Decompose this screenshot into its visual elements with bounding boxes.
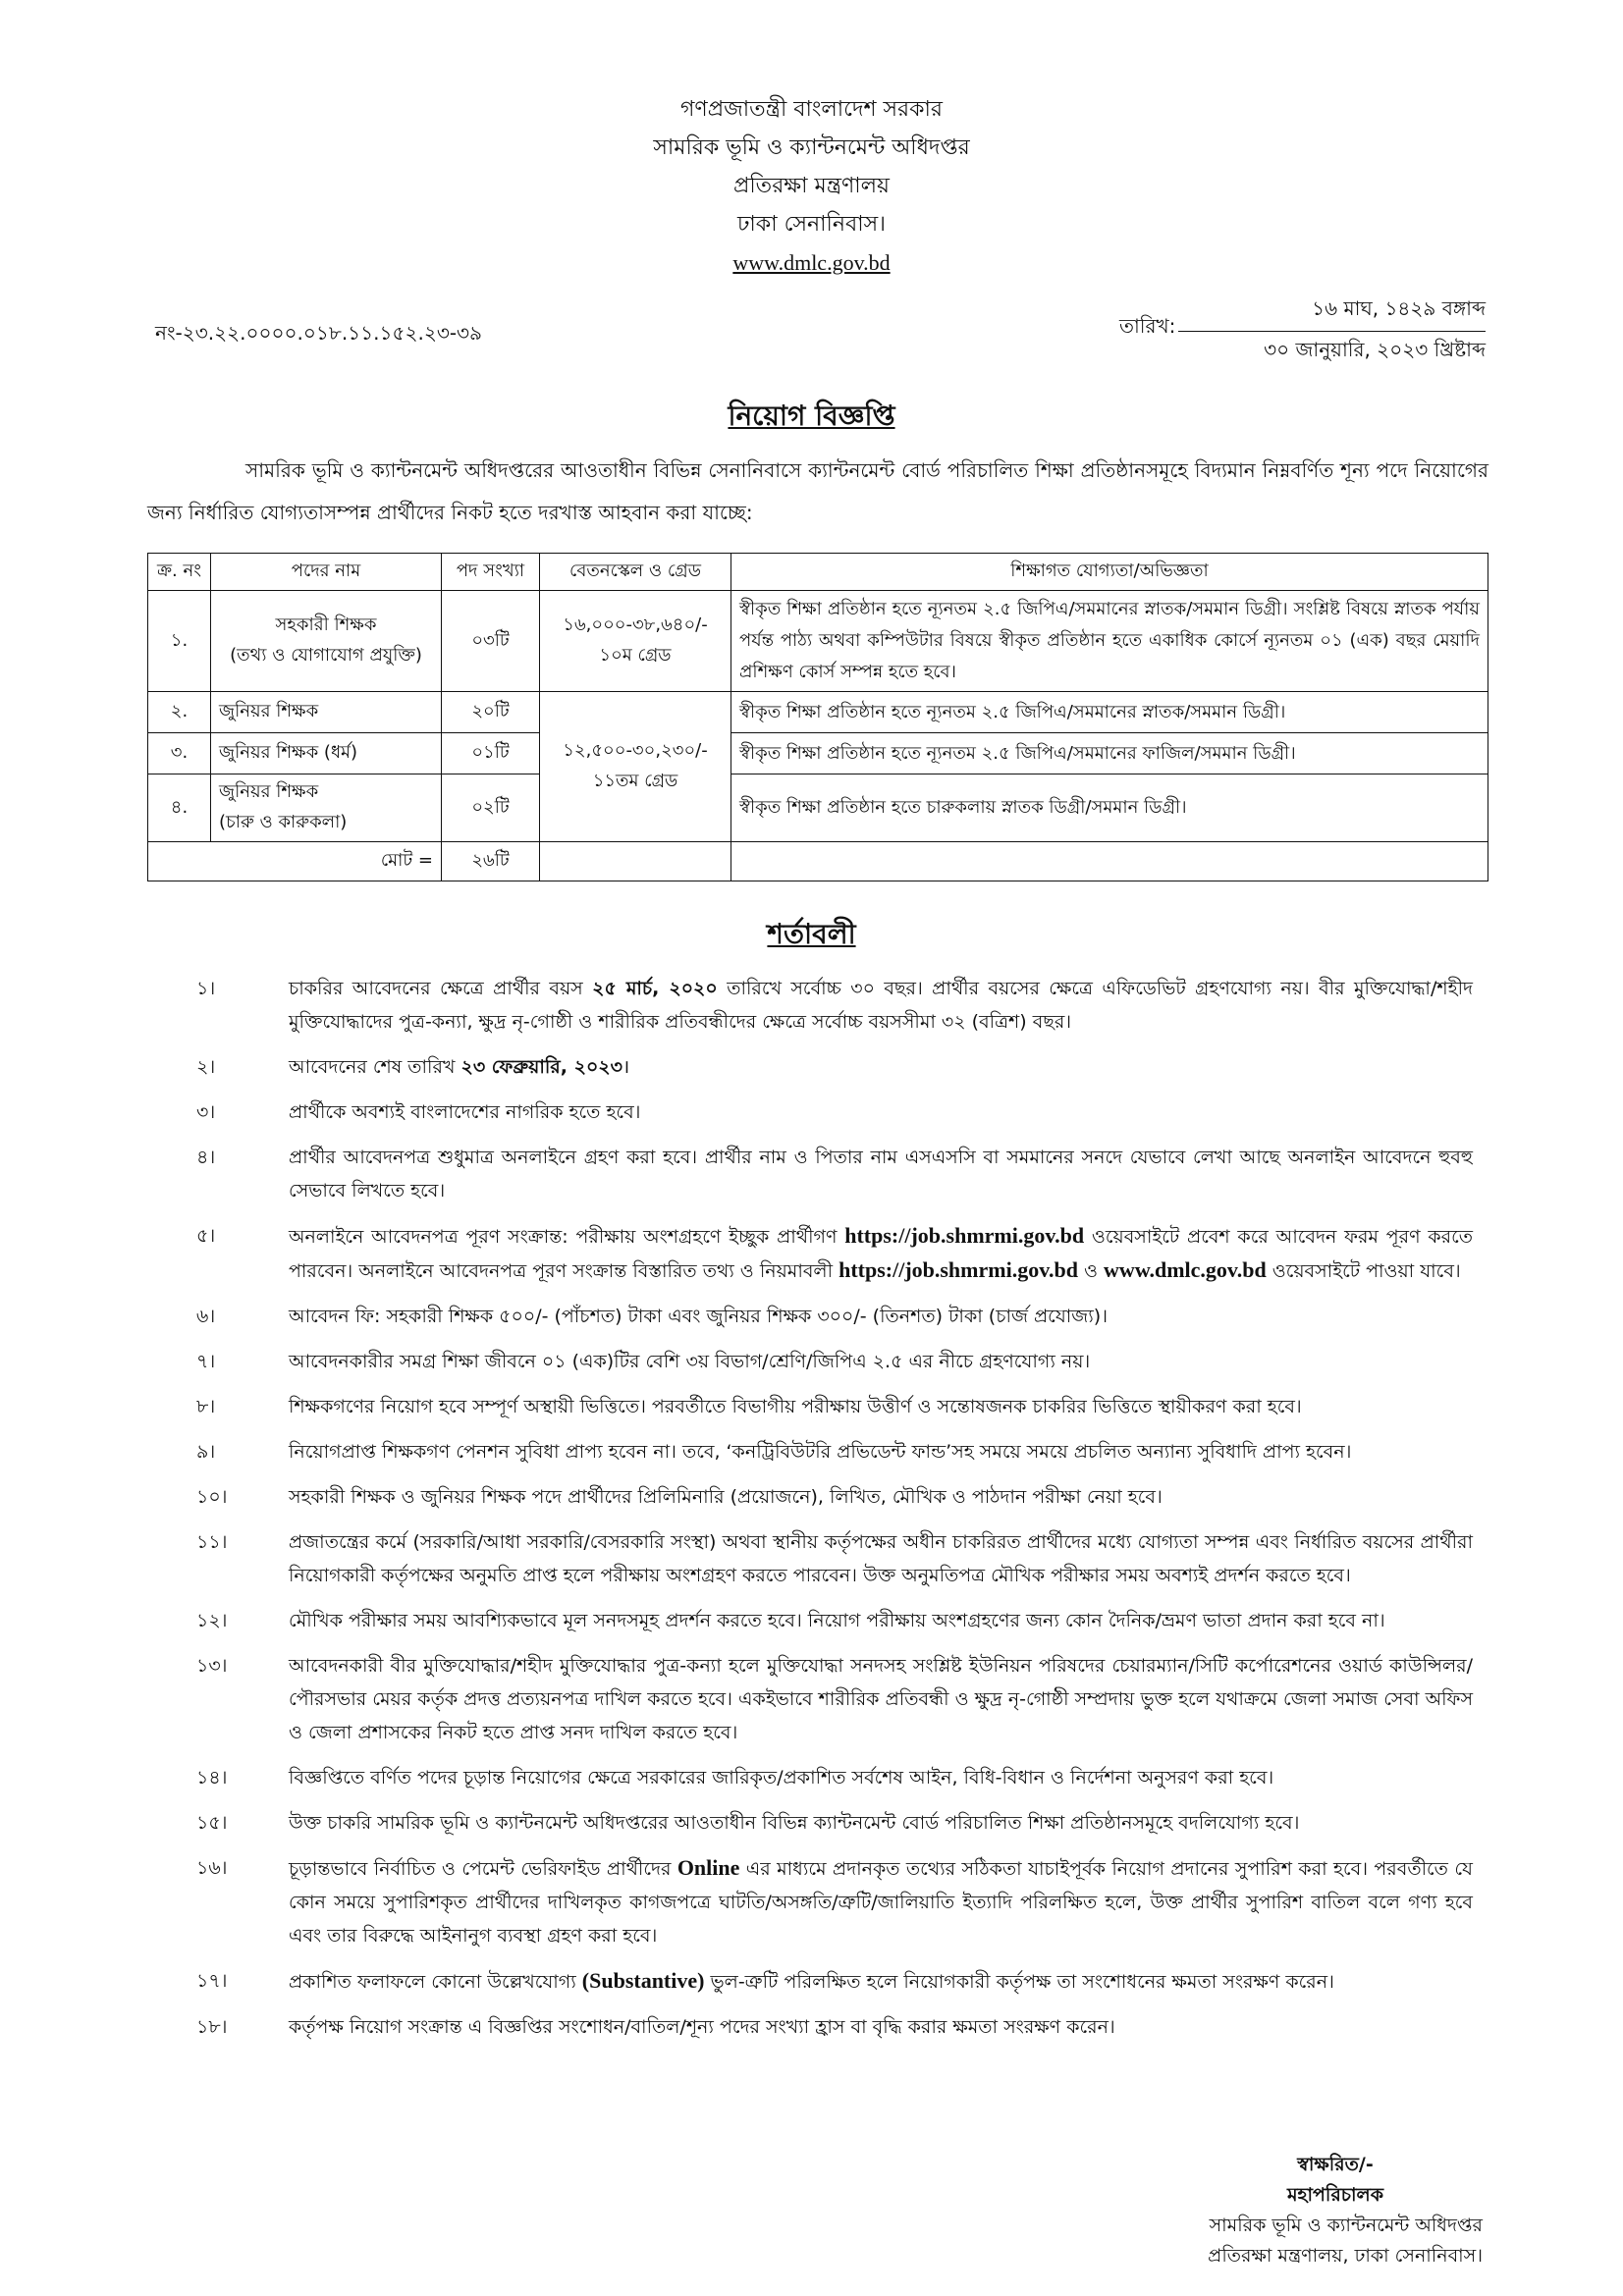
government-name: গণপ্রজাতন্ত্রী বাংলাদেশ সরকার [679, 97, 944, 122]
website-link[interactable]: www.dmlc.gov.bd [732, 250, 891, 275]
ministry-name: প্রতিরক্ষা মন্ত্রণালয় [732, 174, 891, 198]
list-item: ১৪। বিজ্ঞপ্তিতে বর্ণিত পদের চূড়ান্ত নিয়োগের ক্ষেত্রে সরকারের জারিকৃত/প্রকাশিত সর্বশেষ আইন, বিধি-বিধান ও নির্দেশনা অনুসরণ করা হবে। [196, 1767, 1274, 1789]
table-header-row [148, 554, 1488, 591]
qualification-cell: স্বীকৃত শিক্ষা প্রতিষ্ঠান হতে ন্যূনতম ২.৫ জিপিএ/সমমানের স্নাতক/সমমান ডিগ্রী। [731, 692, 1488, 733]
job-portal-link[interactable]: https://job.shmrmi.gov.bd [839, 1257, 1078, 1282]
list-item: ৪। প্রার্থীর আবেদনপত্র শুধুমাত্র অনলাইনে গ্রহণ করা হবে। প্রার্থীর নাম ও পিতার নাম এসএসসি বা সমমানের সনদে যেভাবে লেখা আছে অনলাইন আবেদনে হুবহু সেভাবে লিখতে হবে। [196, 1147, 1473, 1201]
website-link[interactable]: www.dmlc.gov.bd [1104, 1257, 1267, 1282]
department-name: সামরিক ভূমি ও ক্যান্টনমেন্ট অধিদপ্তর [653, 135, 970, 160]
location: ঢাকা সেনানিবাস। [736, 212, 886, 237]
list-item: ১১। প্রজাতন্ত্রের কর্মে (সরকারি/আধা সরকারি/বেসরকারি সংস্থা) অথবা স্থানীয় কর্তৃপক্ষের অধীন চাকরিরত প্রার্থীদের মধ্যে যোগ্যতা সম্পন্ন এবং নির্ধারিত বয়সের প্রার্থীরা নিয়োগকারী কর্তৃপক্ষের অনুমতি প্রাপ্ত হলে পরীক্ষায় অংশগ্রহণ করতে পারবেন। উক্ত অনুমতিপত্র মৌখিক পরীক্ষার সময় অবশ্যই প্রদর্শন করতে হবে। [196, 1531, 1473, 1586]
date-block [1178, 294, 1486, 368]
table-row [148, 591, 1488, 692]
list-item: ১৮। কর্তৃপক্ষ নিয়োগ সংক্রান্ত এ বিজ্ঞপ্তির সংশোধন/বাতিল/শূন্য পদের সংখ্যা হ্রাস বা বৃদ্ধি করার ক্ষমতা সংরক্ষণ করেন। [196, 2016, 1115, 2038]
table-row [148, 774, 1488, 842]
list-item: ২। আবেদনের শেষ তারিখ ২৩ ফেব্রুয়ারি, ২০২৩। [196, 1056, 630, 1078]
count-cell: ২০টি [442, 692, 540, 733]
list-item: ৬। আবেদন ফি: সহকারী শিক্ষক ৫০০/- (পাঁচশত) টাকা এবং জুনিয়র শিক্ষক ৩০০/- (তিনশত) টাকা (চার্জ প্রযোজ্য)। [196, 1306, 1108, 1327]
qualification-cell: স্বীকৃত শিক্ষা প্রতিষ্ঠান হতে ন্যূনতম ২.৫ জিপিএ/সমমানের ফাজিল/সমমান ডিগ্রী। [731, 733, 1488, 774]
qualification-cell: স্বীকৃত শিক্ষা প্রতিষ্ঠান হতে চারুকলায় স্নাতক ডিগ্রী/সমমান ডিগ্রী। [731, 774, 1488, 842]
list-item: ১৬। চূড়ান্তভাবে নির্বাচিত ও পেমেন্ট ভেরিফাইড প্রার্থীদের Online এর মাধ্যমে প্রদানকৃত তথ্যের সঠিকতা যাচাইপূর্বক নিয়োগ প্রদানের সুপারিশ করা হবে। পরবর্তীতে যে কোন সময়ে সুপারিশকৃত প্রার্থীদের দাখিলকৃত কাগজপত্রে ঘাটতি/অসঙ্গতি/ত্রুটি/জালিয়াতি ইত্যাদি পরিলক্ষিত হলে, উক্ত প্রার্থীর সুপারিশ বাতিল বলে গণ্য হবে এবং তার বিরুদ্ধে আইনানুগ ব্যবস্থা গ্রহণ করা হবে। [196, 1855, 1473, 1947]
column-header: পদ সংখ্যা [442, 554, 540, 591]
qualification-cell: স্বীকৃত শিক্ষা প্রতিষ্ঠান হতে ন্যূনতম ২.৫ জিপিএ/সমমানের স্নাতক/সমমান ডিগ্রী। সংশ্লিষ্ট বিষয়ে স্নাতক পর্যায় পর্যন্ত পাঠ্য অথবা কম্পিউটার বিষয়ে স্বীকৃত প্রতিষ্ঠান হতে একাধিক কোর্সে ন্যূনতম ০১ (এক) বছর মেয়াদি প্রশিক্ষণ কোর্স সম্পন্ন হতে হবে। [731, 591, 1488, 692]
total-value: ২৬টি [442, 842, 540, 881]
total-label: মোট = [148, 842, 442, 881]
count-cell: ০৩টি [442, 591, 540, 692]
designation: মহাপরিচালক [1286, 2184, 1384, 2206]
signatory-office: সামরিক ভূমি ও ক্যান্টনমেন্ট অধিদপ্তর [1209, 2215, 1483, 2236]
signed-mark: স্বাক্ষরিত/- [1297, 2154, 1374, 2175]
total-row [148, 842, 1488, 881]
list-item: ১০। সহকারী শিক্ষক ও জুনিয়র শিক্ষক পদে প্রার্থীদের প্রিলিমিনারি (প্রয়োজনে), লিখিত, মৌখিক ও পাঠদান পরীক্ষা নেয়া হবে। [196, 1486, 1163, 1508]
list-item: ১। চাকরির আবেদনের ক্ষেত্রে প্রার্থীর বয়স ২৫ মার্চ, ২০২০ তারিখে সর্বোচ্চ ৩০ বছর। প্রার্থীর বয়সের ক্ষেত্রে এফিডেভিট গ্রহণযোগ্য নয়। বীর মুক্তিযোদ্ধা/শহীদ মুক্তিযোদ্ধাদের পুত্র-কন্যা, ক্ষুদ্র নৃ-গোষ্ঠী ও শারীরিক প্রতিবন্ধীদের ক্ষেত্রে সর্বোচ্চ বয়সসীমা ৩২ (বত্রিশ) বছর। [196, 978, 1473, 1033]
serial-cell: ৩. [148, 733, 211, 774]
list-item: ৮। শিক্ষকগণের নিয়োগ হবে সম্পূর্ণ অস্থায়ী ভিত্তিতে। পরবর্তীতে বিভাগীয় পরীক্ষায় উত্তীর্ণ ও সন্তোষজনক চাকরির ভিত্তিতে স্থায়ীকরণ করা হবে। [196, 1396, 1302, 1417]
notice-title: নিয়োগ বিজ্ঞপ্তি [728, 400, 895, 432]
serial-cell: ৪. [148, 774, 211, 842]
column-header: ক্র. নং [148, 554, 211, 591]
serial-cell: ১. [148, 591, 211, 692]
list-item: ৫। অনলাইনে আবেদনপত্র পূরণ সংক্রান্ত: পরীক্ষায় অংশগ্রহণে ইচ্ছুক প্রার্থীগণ https://job.shmrmi.gov.bd ওয়েবসাইটে প্রবেশ করে আবেদন ফরম পূরণ করতে পারবেন। অনলাইনে আবেদনপত্র পূরণ সংক্রান্ত বিস্তারিত তথ্য ও নিয়মাবলী https://job.shmrmi.gov.bd ও www.dmlc.gov.bd ওয়েবসাইটে পাওয়া যাবে। [196, 1223, 1473, 1282]
column-header: শিক্ষাগত যোগ্যতা/অভিজ্ঞতা [731, 554, 1488, 591]
terms-list [196, 972, 1473, 2056]
pay-scale-cell: ১৬,০০০-৩৮,৬৪০/- ১০ম গ্রেড [540, 591, 731, 692]
signature-block [1109, 2150, 1483, 2271]
list-item: ১৩। আবেদনকারী বীর মুক্তিযোদ্ধার/শহীদ মুক্তিযোদ্ধার পুত্র-কন্যা হলে মুক্তিযোদ্ধা সনদসহ সংশ্লিষ্ট ইউনিয়ন পরিষদের চেয়ারম্যান/সিটি কর্পোরেশনের ওয়ার্ড কাউন্সিলর/পৌরসভার মেয়র কর্তৃক প্রদত্ত প্রত্যয়নপত্র দাখিল করতে হবে। একইভাবে শারীরিক প্রতিবন্ধী ও ক্ষুদ্র নৃ-গোষ্ঠী সম্প্রদায় ভুক্ত হলে যথাক্রমে জেলা সমাজ সেবা অফিস ও জেলা প্রশাসকের নিকট হতে প্রাপ্ত সনদ দাখিল করতে হবে। [196, 1655, 1473, 1743]
column-header: বেতনস্কেল ও গ্রেড [540, 554, 731, 591]
list-item: ১২। মৌখিক পরীক্ষার সময় আবশ্যিকভাবে মূল সনদসমূহ প্রদর্শন করতে হবে। নিয়োগ পরীক্ষায় অংশগ্রহণের জন্য কোন দৈনিক/ভ্রমণ ভাতা প্রদান করা হবে না। [196, 1610, 1385, 1631]
empty-cell [731, 842, 1488, 881]
table-row [148, 692, 1488, 733]
serial-cell: ২. [148, 692, 211, 733]
post-cell: সহকারী শিক্ষক (তথ্য ও যোগাযোগ প্রযুক্তি) [211, 591, 442, 692]
list-item: ১৫। উক্ত চাকরি সামরিক ভূমি ও ক্যান্টনমেন্ট অধিদপ্তরের আওতাধীন বিভিন্ন ক্যান্টনমেন্ট বোর্ড পরিচালিত শিক্ষা প্রতিষ্ঠানসমূহে বদলিযোগ্য হবে। [196, 1812, 1300, 1834]
column-header: পদের নাম [211, 554, 442, 591]
list-item: ১৭। প্রকাশিত ফলাফলে কোনো উল্লেখযোগ্য (Substantive) ভুল-ত্রুটি পরিলক্ষিত হলে নিয়োগকারী কর্তৃপক্ষ তা সংশোধনের ক্ষমতা সংরক্ষণ করেন। [196, 1968, 1334, 1993]
terms-title: শর্তাবলী [767, 918, 856, 950]
post-cell: জুনিয়র শিক্ষক (ধর্ম) [211, 733, 442, 774]
signatory-address: প্রতিরক্ষা মন্ত্রণালয়, ঢাকা সেনানিবাস। [1208, 2245, 1483, 2267]
intro-paragraph: সামরিক ভূমি ও ক্যান্টনমেন্ট অধিদপ্তরের আওতাধীন বিভিন্ন সেনানিবাসে ক্যান্টনমেন্ট বোর্ড পরিচালিত শিক্ষা প্রতিষ্ঠানসমূহে বিদ্যমান নিম্নবর্ণিত শূন্য পদে নিয়োগের জন্য নির্ধারিত যোগ্যতাসম্পন্ন প্রার্থীদের নিকট হতে দরখাস্ত আহবান করা যাচ্ছে: [147, 458, 1488, 524]
date-label: তারিখ: [1119, 314, 1176, 338]
memo-number: নং-২৩.২২.০০০০.০১৮.১১.১৫২.২৩-৩৯ [155, 321, 483, 345]
count-cell: ০১টি [442, 733, 540, 774]
table-row [148, 733, 1488, 774]
office-header [0, 90, 1623, 282]
post-cell: জুনিয়র শিক্ষক [211, 692, 442, 733]
count-cell: ০২টি [442, 774, 540, 842]
vacancy-table [147, 553, 1488, 881]
bangla-date: ১৬ মাঘ, ১৪২৯ বঙ্গাব্দ [1178, 294, 1486, 332]
gregorian-date: ৩০ জানুয়ারি, ২০২৩ খ্রিষ্টাব্দ [1264, 338, 1486, 361]
empty-cell [540, 842, 731, 881]
list-item: ৩। প্রার্থীকে অবশ্যই বাংলাদেশের নাগরিক হতে হবে। [196, 1101, 641, 1123]
pay-scale-cell: ১২,৫০০-৩০,২৩০/- ১১তম গ্রেড [540, 692, 731, 842]
list-item: ৯। নিয়োগপ্রাপ্ত শিক্ষকগণ পেনশন সুবিধা প্রাপ্য হবেন না। তবে, ‘কনট্রিবিউটরি প্রভিডেন্ট ফান্ড’সহ সময়ে সময়ে প্রচলিত অন্যান্য সুবিধাদি প্রাপ্য হবেন। [196, 1441, 1352, 1463]
job-portal-link[interactable]: https://job.shmrmi.gov.bd [844, 1223, 1085, 1248]
list-item: ৭। আবেদনকারীর সমগ্র শিক্ষা জীবনে ০১ (এক)টির বেশি ৩য় বিভাগ/শ্রেণি/জিপিএ ২.৫ এর নীচে গ্রহণযোগ্য নয়। [196, 1351, 1091, 1372]
post-cell: জুনিয়র শিক্ষক (চারু ও কারুকলা) [211, 774, 442, 842]
